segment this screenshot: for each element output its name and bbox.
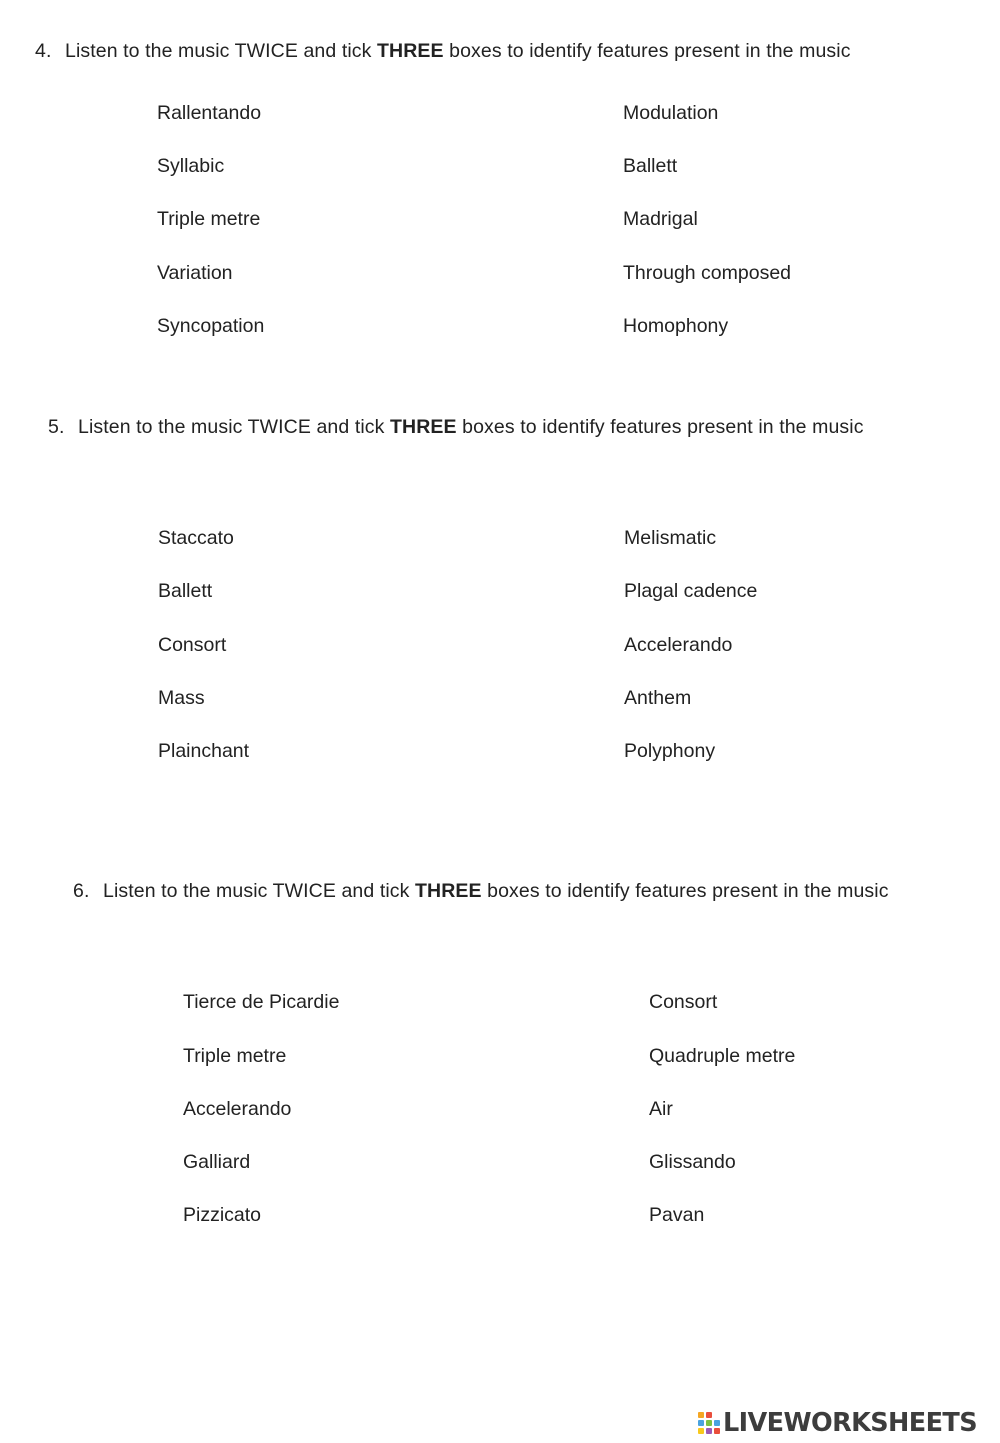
option-quadruple-metre[interactable]: Quadruple metre	[649, 1045, 796, 1067]
option-modulation[interactable]: Modulation	[623, 102, 719, 124]
option-syllabic[interactable]: Syllabic	[157, 155, 225, 177]
question-number: 4.	[35, 40, 52, 62]
option-through-composed[interactable]: Through composed	[623, 262, 792, 284]
prompt-text: boxes to identify features present in the music	[462, 416, 864, 438]
option-consort[interactable]: Consort	[649, 991, 718, 1013]
option-galliard[interactable]: Galliard	[183, 1151, 251, 1173]
prompt-emphasis: THREE	[415, 880, 482, 902]
brand-name: LIVEWORKSHEETS	[723, 1408, 977, 1438]
prompt-text: Listen to the music TWICE and tick	[103, 880, 410, 902]
option-tierce-de-picardie[interactable]: Tierce de Picardie	[183, 991, 340, 1013]
question-number: 6.	[73, 880, 90, 902]
option-glissando[interactable]: Glissando	[649, 1151, 736, 1173]
option-pavan[interactable]: Pavan	[649, 1204, 705, 1226]
liveworksheets-logo-icon	[697, 1411, 721, 1435]
question-4-prompt	[35, 40, 851, 63]
option-staccato[interactable]: Staccato	[158, 527, 234, 549]
option-syncopation[interactable]: Syncopation	[157, 315, 265, 337]
option-polyphony[interactable]: Polyphony	[624, 740, 716, 762]
option-accelerando[interactable]: Accelerando	[183, 1098, 292, 1120]
liveworksheets-logo	[697, 1409, 977, 1437]
option-ballett[interactable]: Ballett	[623, 155, 678, 177]
prompt-emphasis: THREE	[377, 40, 444, 62]
option-air[interactable]: Air	[649, 1098, 673, 1120]
option-accelerando[interactable]: Accelerando	[624, 634, 733, 656]
question-5-prompt	[48, 416, 864, 439]
option-triple-metre[interactable]: Triple metre	[183, 1045, 287, 1067]
prompt-emphasis: THREE	[390, 416, 457, 438]
option-plainchant[interactable]: Plainchant	[158, 740, 250, 762]
prompt-text: Listen to the music TWICE and tick	[78, 416, 385, 438]
option-variation[interactable]: Variation	[157, 262, 233, 284]
prompt-text: boxes to identify features present in the music	[487, 880, 889, 902]
option-consort[interactable]: Consort	[158, 634, 227, 656]
option-pizzicato[interactable]: Pizzicato	[183, 1204, 262, 1226]
prompt-text: Listen to the music TWICE and tick	[65, 40, 372, 62]
option-plagal-cadence[interactable]: Plagal cadence	[624, 580, 758, 602]
option-homophony[interactable]: Homophony	[623, 315, 729, 337]
option-anthem[interactable]: Anthem	[624, 687, 692, 709]
option-melismatic[interactable]: Melismatic	[624, 527, 717, 549]
question-number: 5.	[48, 416, 65, 438]
option-ballett[interactable]: Ballett	[158, 580, 213, 602]
option-madrigal[interactable]: Madrigal	[623, 208, 698, 230]
prompt-text: boxes to identify features present in the music	[449, 40, 851, 62]
option-mass[interactable]: Mass	[158, 687, 205, 709]
option-rallentando[interactable]: Rallentando	[157, 102, 262, 124]
option-triple-metre[interactable]: Triple metre	[157, 208, 261, 230]
question-6-prompt	[73, 880, 889, 903]
